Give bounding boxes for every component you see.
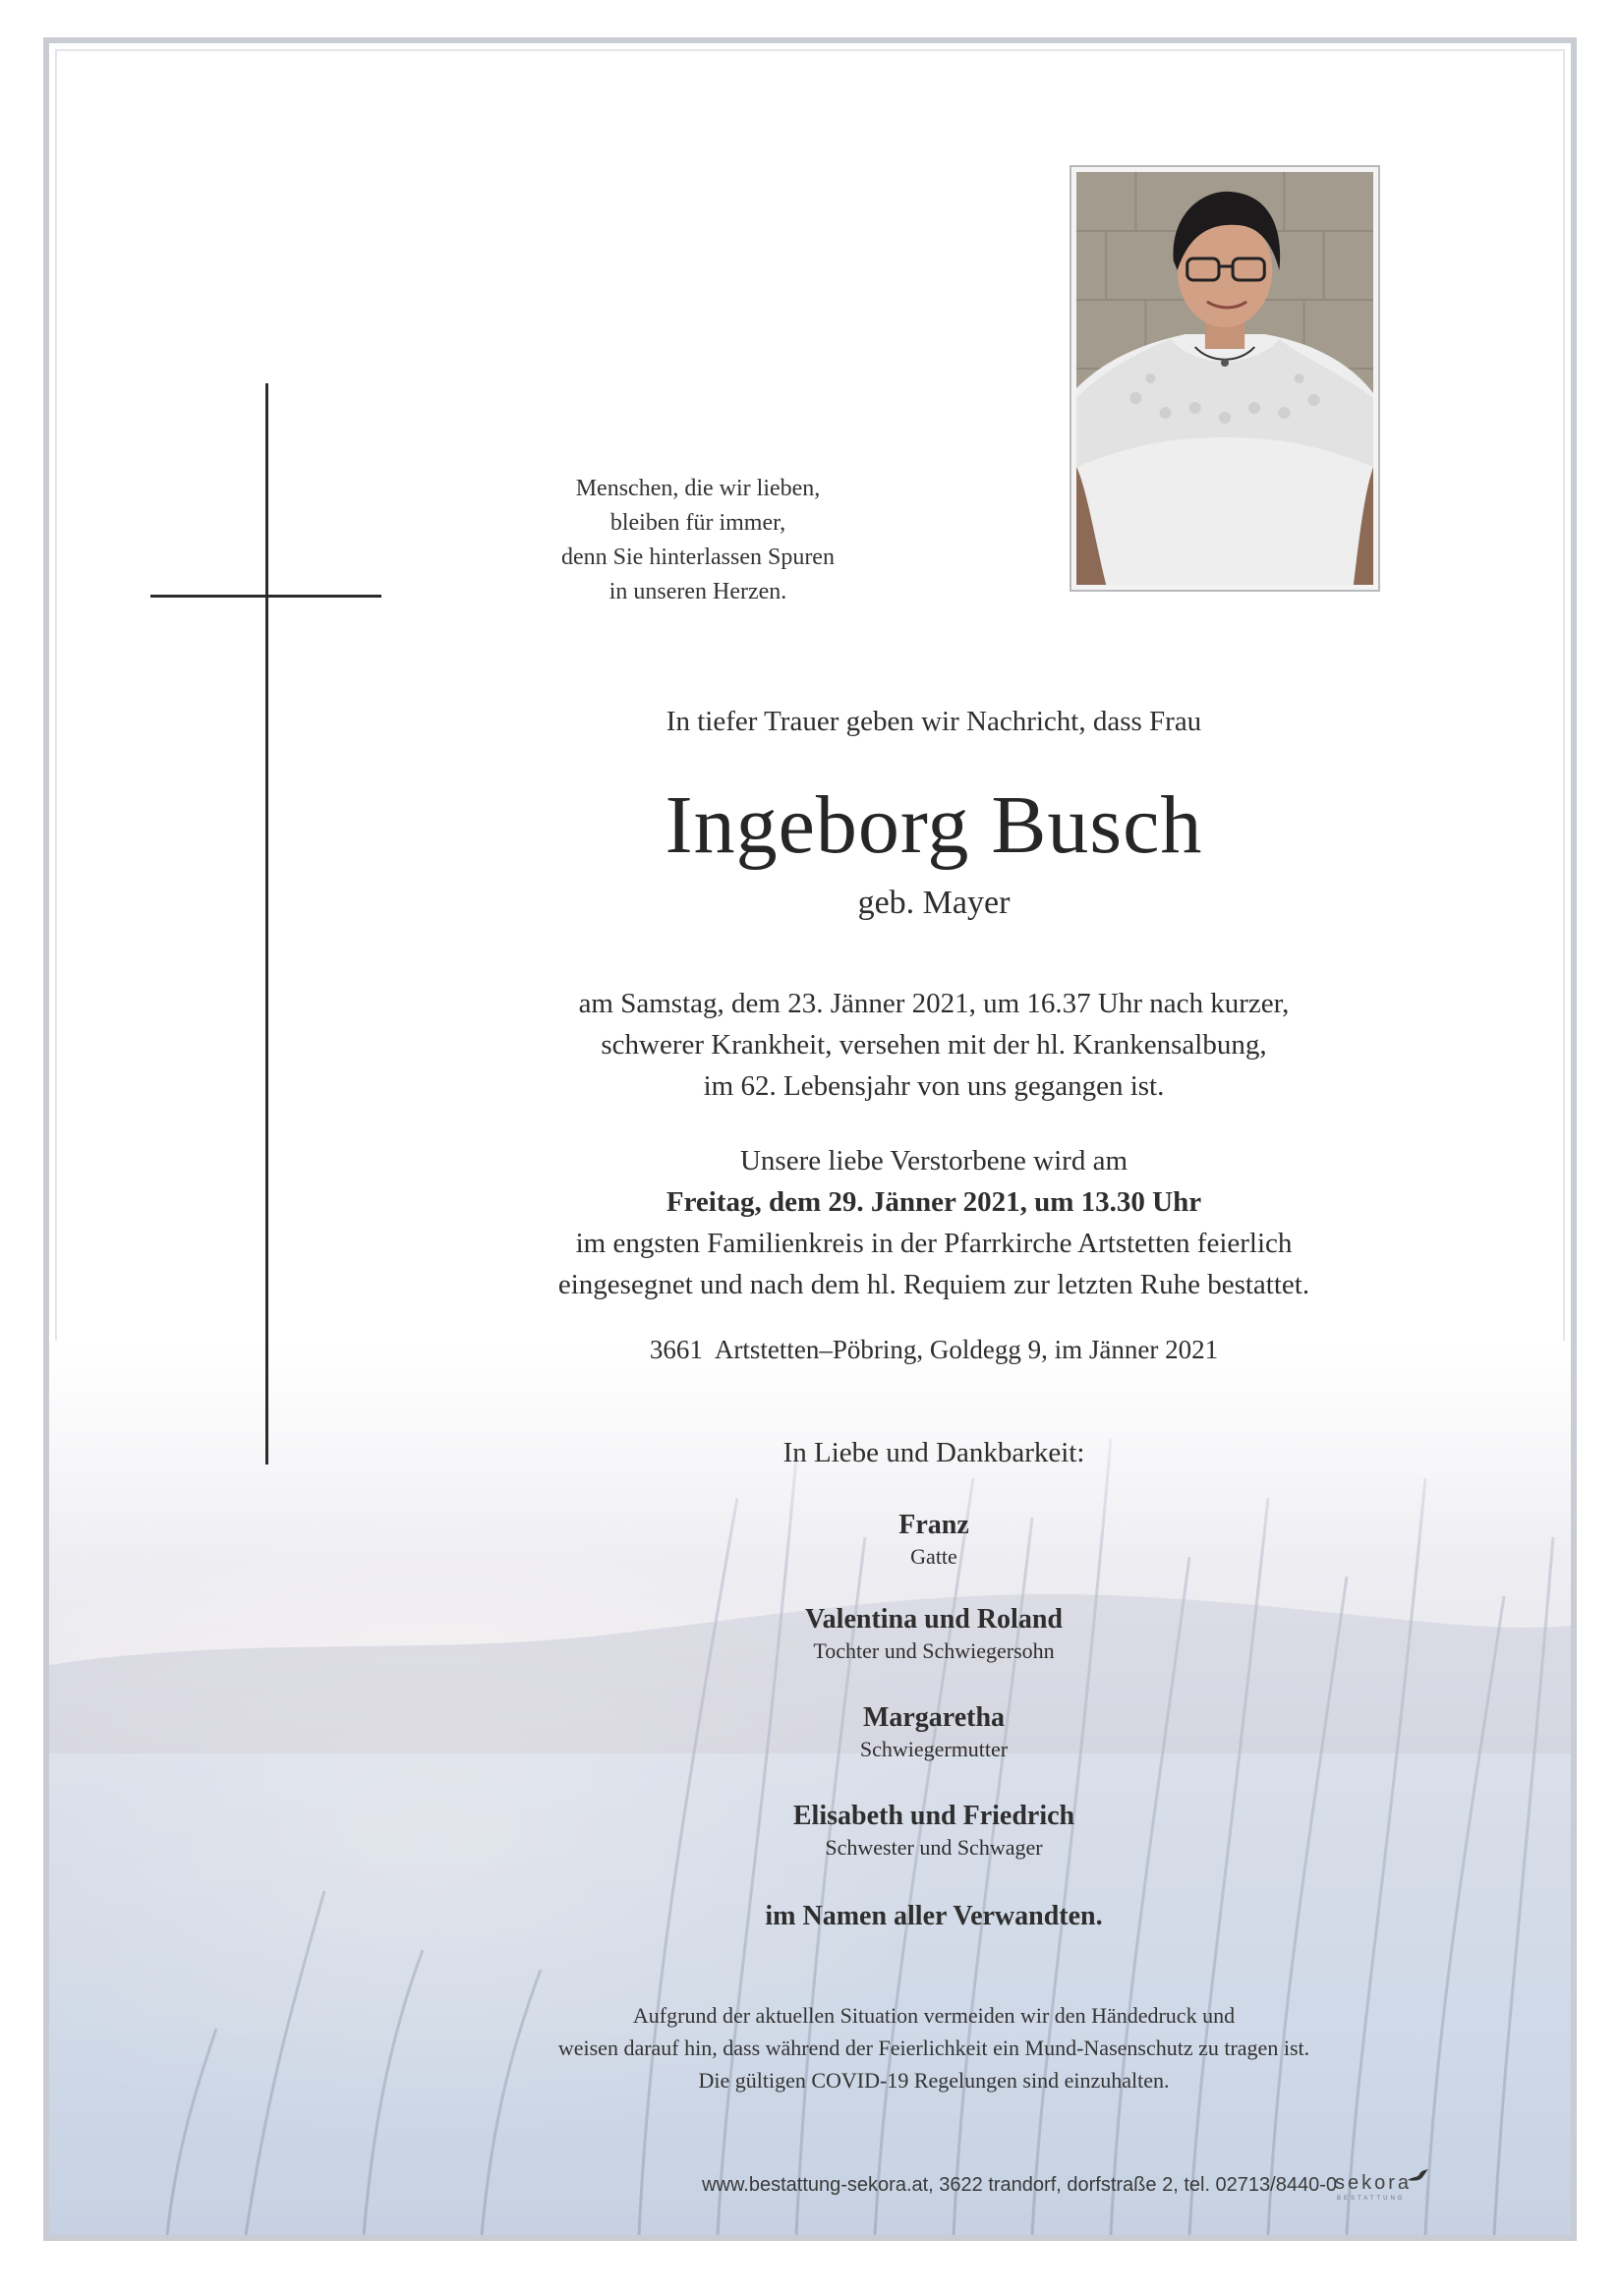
notice-line: weisen darauf hin, dass während der Feierlichkeit ein Mund-Nasenschutz zu tragen ist. bbox=[557, 2036, 1310, 2060]
funeral-details bbox=[393, 1140, 1475, 1305]
sekora-logo bbox=[1335, 2168, 1433, 2208]
logo-subtitle: BESTATTUNG bbox=[1337, 2196, 1406, 2202]
mourner-entry bbox=[393, 1799, 1475, 1862]
cross-vertical-bar bbox=[265, 383, 268, 1464]
mourner-entry bbox=[393, 1602, 1475, 1665]
mourner-name: Elisabeth und Friedrich bbox=[792, 1801, 1075, 1831]
place-and-date: 3661 Artstetten–Pöbring, Goldegg 9, im Jänner 2021 bbox=[649, 1335, 1219, 1364]
portrait-photo bbox=[1070, 165, 1380, 592]
mourner-entry bbox=[393, 1700, 1475, 1763]
notice-line: Aufgrund der aktuellen Situation vermeiden wir den Händedruck und bbox=[632, 2003, 1236, 2028]
mourner-name: Valentina und Roland bbox=[805, 1604, 1063, 1635]
mourner-role: Schwiegermutter bbox=[859, 1737, 1009, 1761]
intro-text: In tiefer Trauer geben wir Nachricht, dass Frau bbox=[665, 706, 1202, 737]
mourner-role: Schwester und Schwager bbox=[825, 1835, 1043, 1860]
quote-line: Menschen, die wir lieben, bbox=[575, 476, 821, 501]
mourner-name: Margaretha bbox=[862, 1702, 1006, 1733]
funeral-intro: Unsere liebe Verstorbene wird am bbox=[739, 1145, 1128, 1177]
mourners-heading: In Liebe und Dankbarkeit: bbox=[782, 1437, 1085, 1468]
mourner-name: Franz bbox=[898, 1510, 969, 1540]
death-line: schwerer Krankheit, versehen mit der hl. Krankensalbung, bbox=[601, 1029, 1267, 1061]
birth-name: geb. Mayer bbox=[857, 885, 1011, 921]
mourner-entry bbox=[393, 1508, 1475, 1571]
mourner-role: Gatte bbox=[910, 1544, 957, 1569]
death-line: im 62. Lebensjahr von uns gegangen ist. bbox=[703, 1070, 1165, 1102]
deceased-name: Ingeborg Busch bbox=[665, 779, 1203, 871]
bird-icon bbox=[1406, 2168, 1429, 2186]
portrait-image bbox=[1076, 172, 1373, 585]
footer-contact: www.bestattung-sekora.at, 3622 trandorf, dorfstraße 2, tel. 02713/8440-0 bbox=[702, 2174, 1337, 2196]
funeral-date: Freitag, dem 29. Jänner 2021, um 13.30 Uhr bbox=[665, 1186, 1202, 1218]
background-lake-reeds-image bbox=[49, 1341, 1571, 2235]
notice-line: Die gültigen COVID-19 Regelungen sind einzuhalten. bbox=[698, 2068, 1170, 2093]
covid-notice bbox=[393, 1999, 1475, 2096]
quote-line: denn Sie hinterlassen Spuren bbox=[561, 545, 835, 570]
quote-line: bleiben für immer, bbox=[609, 510, 786, 536]
death-details bbox=[393, 983, 1475, 1107]
relatives-closing: im Namen aller Verwandten. bbox=[765, 1901, 1103, 1931]
logo-word: sekora bbox=[1335, 2172, 1413, 2194]
cross-horizontal-bar bbox=[150, 595, 381, 598]
funeral-line: im engsten Familienkreis in der Pfarrkirche Artstetten feierlich bbox=[575, 1228, 1293, 1259]
death-line: am Samstag, dem 23. Jänner 2021, um 16.37 Uhr nach kurzer, bbox=[578, 988, 1290, 1019]
funeral-line: eingesegnet und nach dem hl. Requiem zur letzten Ruhe bestattet. bbox=[557, 1269, 1310, 1300]
mourner-role: Tochter und Schwiegersohn bbox=[813, 1638, 1055, 1663]
quote-line: in unseren Herzen. bbox=[608, 579, 787, 604]
memorial-quote bbox=[521, 472, 875, 609]
